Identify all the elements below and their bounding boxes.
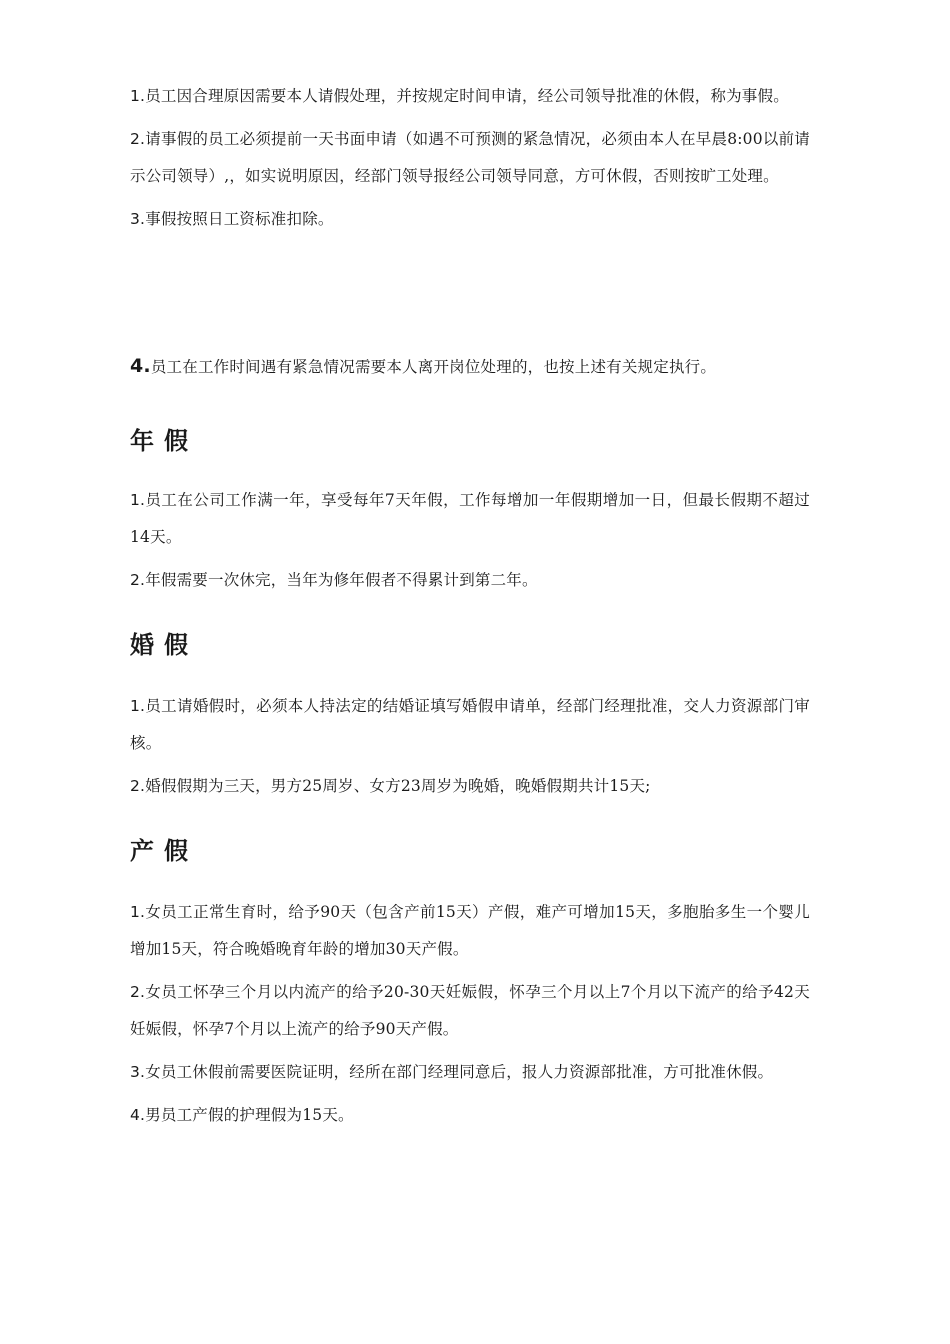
list-item bbox=[130, 78, 810, 115]
list-item bbox=[130, 688, 810, 762]
item-text: 婚假假期为三天，男方25周岁、女方23周岁为晚婚，晚婚假期共计15天; bbox=[145, 777, 651, 795]
item-number: 1. bbox=[130, 903, 146, 921]
list-item bbox=[130, 768, 810, 805]
section-heading: 婚假 bbox=[130, 631, 198, 659]
item-text: 事假按照日工资标准扣除。 bbox=[145, 210, 334, 228]
item-text: 女员工怀孕三个月以内流产的给予20-30天妊娠假，怀孕三个月以上7个月以下流产的给予42天妊娠假，怀孕7个月以上流产的给予90天产假。 bbox=[130, 983, 810, 1038]
item-text: 请事假的员工必须提前一天书面申请（如遇不可预测的紧急情况，必须由本人在早晨8:00以前请示公司领导）,，如实说明原因，经部门领导报经公司领导同意，方可休假，否则按旷工处理。 bbox=[130, 130, 810, 185]
item-number: 4. bbox=[130, 355, 151, 377]
item-text: 员工请婚假时，必须本人持法定的结婚证填写婚假申请单，经部门经理批准，交人力资源部门审核。 bbox=[130, 697, 810, 752]
item-text: 员工在工作时间遇有紧急情况需要本人离开岗位处理的，也按上述有关规定执行。 bbox=[150, 358, 717, 376]
item-number: 2. bbox=[130, 983, 146, 1001]
list-item bbox=[130, 348, 810, 386]
list-item bbox=[130, 121, 810, 195]
emergency-rule bbox=[130, 348, 810, 392]
item-number: 2. bbox=[130, 571, 146, 589]
list-item bbox=[130, 201, 810, 238]
marriage-leave-items bbox=[130, 688, 810, 811]
item-text: 女员工正常生育时，给予90天（包含产前15天）产假，难产可增加15天，多胞胎多生一个婴儿增加15天，符合晚婚晚育年龄的增加30天产假。 bbox=[130, 903, 810, 958]
item-number: 3. bbox=[130, 1063, 146, 1081]
item-text: 员工在公司工作满一年，享受每年7天年假，工作每增加一年假期增加一日，但最长假期不超过14天。 bbox=[130, 491, 810, 546]
section-heading: 年假 bbox=[130, 427, 198, 455]
item-text: 员工因合理原因需要本人请假处理，并按规定时间申请，经公司领导批准的休假，称为事假。 bbox=[145, 87, 789, 105]
list-item bbox=[130, 894, 810, 968]
item-text: 女员工休假前需要医院证明，经所在部门经理同意后，报人力资源部批准，方可批准休假。 bbox=[145, 1063, 774, 1081]
section-heading: 产假 bbox=[130, 837, 198, 865]
item-number: 1. bbox=[130, 697, 146, 715]
item-number: 2. bbox=[130, 777, 146, 795]
item-number: 4. bbox=[130, 1106, 146, 1124]
item-number: 2. bbox=[130, 130, 146, 148]
list-item bbox=[130, 562, 810, 599]
maternity-leave-items bbox=[130, 894, 810, 1140]
list-item bbox=[130, 482, 810, 556]
item-number: 3. bbox=[130, 210, 146, 228]
annual-leave-items bbox=[130, 482, 810, 605]
maternity-leave-section bbox=[130, 836, 810, 866]
marriage-leave-section bbox=[130, 630, 810, 660]
list-item bbox=[130, 974, 810, 1048]
list-item bbox=[130, 1054, 810, 1091]
item-number: 1. bbox=[130, 87, 146, 105]
personal-leave-section bbox=[130, 78, 810, 244]
item-number: 1. bbox=[130, 491, 146, 509]
item-text: 年假需要一次休完，当年为修年假者不得累计到第二年。 bbox=[145, 571, 538, 589]
annual-leave-section bbox=[130, 426, 810, 456]
list-item bbox=[130, 1097, 810, 1134]
item-text: 男员工产假的护理假为15天。 bbox=[145, 1106, 354, 1124]
